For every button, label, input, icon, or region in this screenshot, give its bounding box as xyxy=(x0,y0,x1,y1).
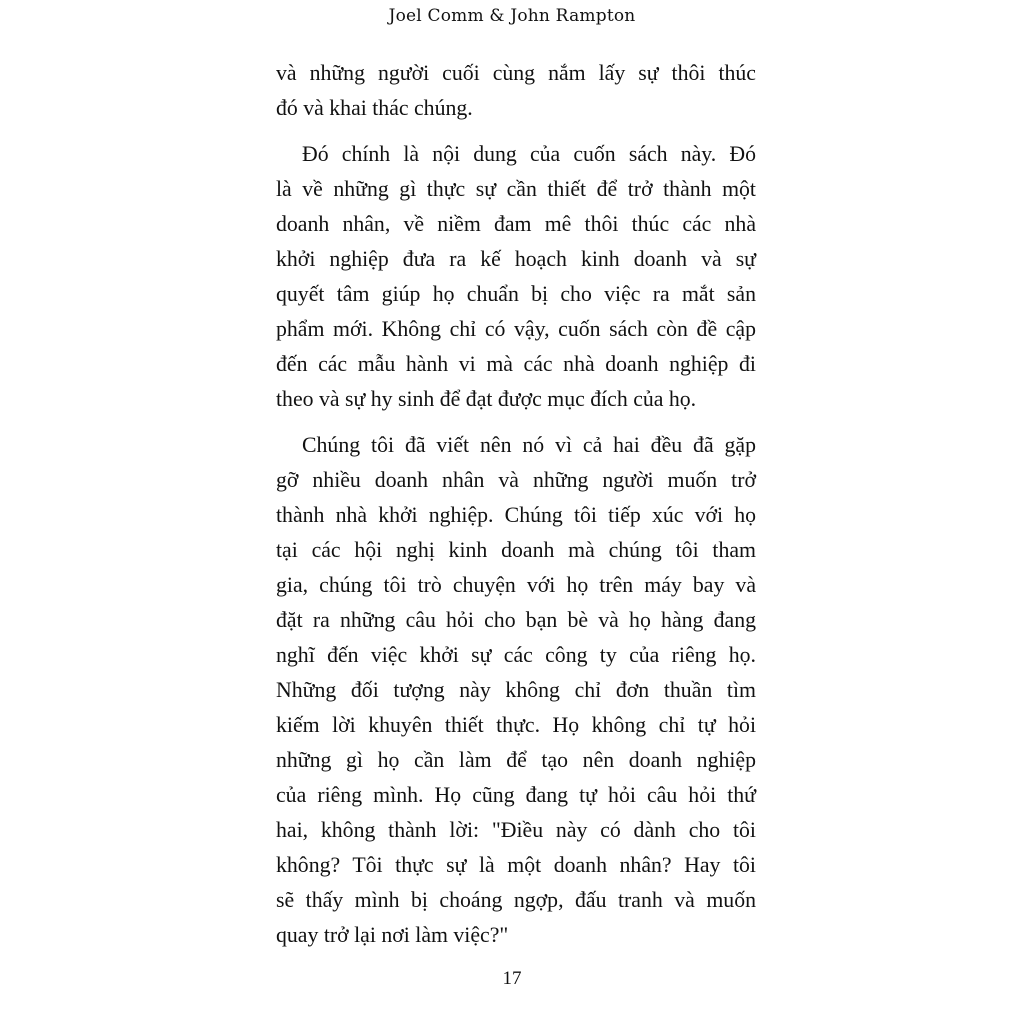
text-line: kiếm lời khuyên thiết thực. Họ không chỉ tự hỏi xyxy=(276,713,756,737)
text-line: của riêng mình. Họ cũng đang tự hỏi câu hỏi thứ xyxy=(276,783,756,807)
page-number: 17 xyxy=(502,968,522,989)
text-line: phẩm mới. Không chỉ có vậy, cuốn sách còn đề cập xyxy=(276,317,756,341)
text-line: khởi nghiệp đưa ra kế hoạch kinh doanh và sự xyxy=(276,247,756,271)
text-line: đặt ra những câu hỏi cho bạn bè và họ hàng đang xyxy=(276,608,756,632)
text-line: gia, chúng tôi trò chuyện với họ trên máy bay và xyxy=(276,573,756,597)
text-line: Chúng tôi đã viết nên nó vì cả hai đều đã gặp xyxy=(302,433,756,457)
paragraph xyxy=(276,428,756,953)
text-line: sẽ thấy mình bị choáng ngợp, đấu tranh và muốn xyxy=(276,888,756,912)
text-line: và những người cuối cùng nắm lấy sự thôi thúc xyxy=(276,61,756,85)
text-line: tại các hội nghị kinh doanh mà chúng tôi tham xyxy=(276,538,756,562)
text-line: hai, không thành lời: "Điều này có dành cho tôi xyxy=(276,818,756,842)
text-line: doanh nhân, về niềm đam mê thôi thúc các nhà xyxy=(276,212,756,236)
text-line: đó và khai thác chúng. xyxy=(276,96,473,120)
text-line: đến các mẫu hành vi mà các nhà doanh nghiệp đi xyxy=(276,352,756,376)
text-line: thành nhà khởi nghiệp. Chúng tôi tiếp xúc với họ xyxy=(276,503,756,527)
text-line: quyết tâm giúp họ chuẩn bị cho việc ra mắt sản xyxy=(276,282,756,306)
running-header: Joel Comm & John Rampton xyxy=(388,6,636,26)
text-line: những gì họ cần làm để tạo nên doanh nghiệp xyxy=(276,748,756,772)
text-line: gỡ nhiều doanh nhân và những người muốn trở xyxy=(276,468,756,492)
text-line: Đó chính là nội dung của cuốn sách này. Đó xyxy=(302,142,756,166)
text-line: theo và sự hy sinh để đạt được mục đích của họ. xyxy=(276,387,697,411)
text-line: quay trở lại nơi làm việc?" xyxy=(276,923,509,947)
text-line: nghĩ đến việc khởi sự các công ty của riêng họ. xyxy=(276,643,756,667)
paragraph-continuation xyxy=(276,56,756,126)
text-line: là về những gì thực sự cần thiết để trở thành một xyxy=(276,177,756,201)
body-text xyxy=(276,56,756,953)
paragraph xyxy=(276,137,756,417)
text-line: không? Tôi thực sự là một doanh nhân? Hay tôi xyxy=(276,853,756,877)
text-line: Những đối tượng này không chỉ đơn thuần tìm xyxy=(276,678,756,702)
